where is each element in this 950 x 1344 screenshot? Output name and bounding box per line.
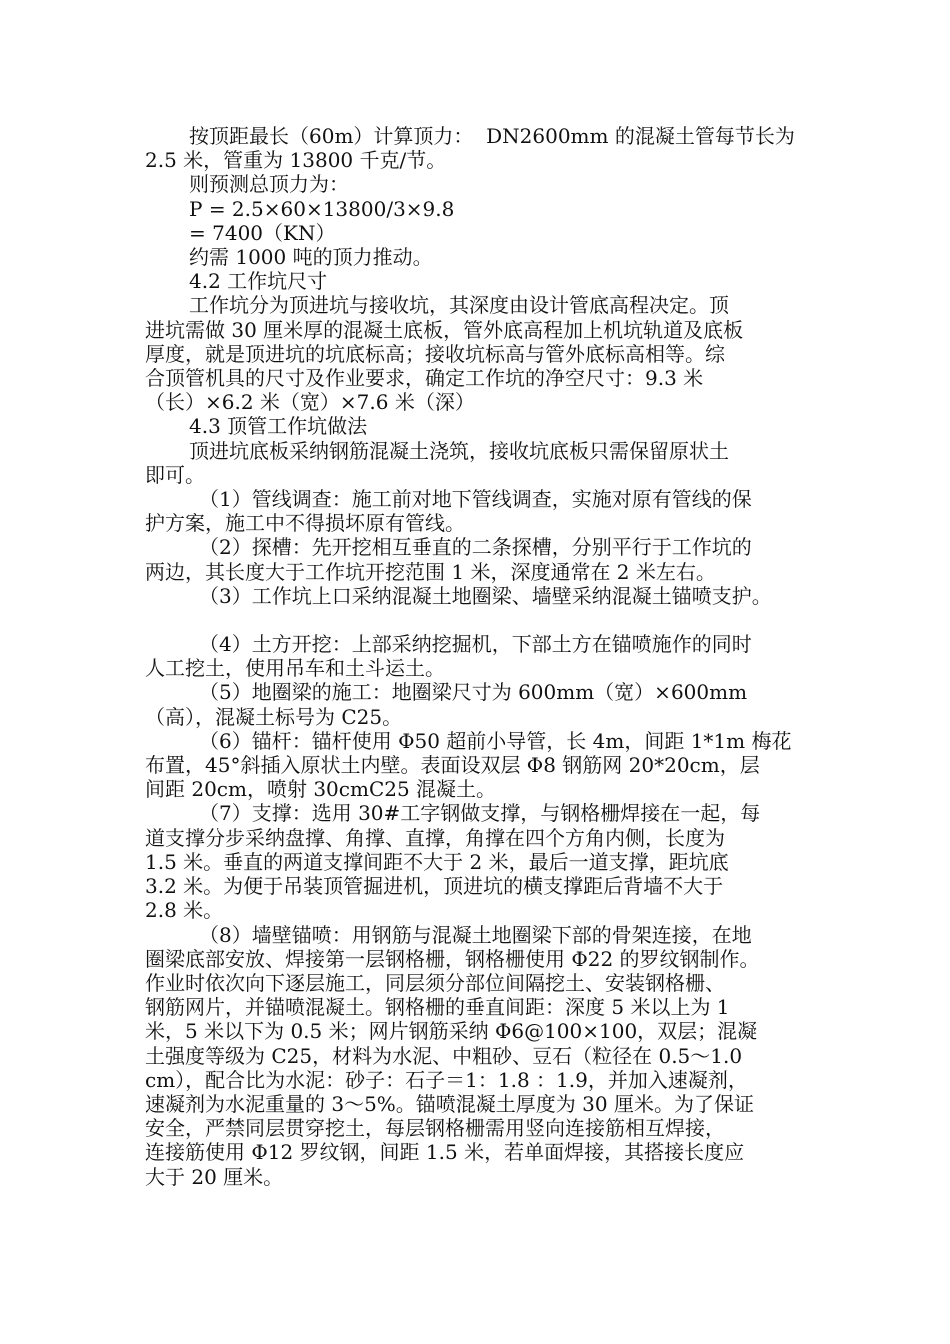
text-line: 则预测总顶力为： (189, 172, 349, 197)
text-line: （3）工作坑上口采纳混凝土地圈梁、墙壁采纳混凝土锚喷支护。 (199, 583, 772, 608)
text-line: （4）土方开挖：上部采纳挖掘机，下部土方在锚喷施作的同时 (199, 632, 752, 657)
text-line: （1）管线调查：施工前对地下管线调查，实施对原有管线的保 (199, 487, 752, 512)
text-line: 工作坑分为顶进坑与接收坑，其深度由设计管底高程决定。顶 (189, 293, 729, 318)
text-line: 合顶管机具的尺寸及作业要求，确定工作坑的净空尺寸：9.3 米 (145, 366, 704, 391)
text-line: 顶进坑底板采纳钢筋混凝土浇筑，接收坑底板只需保留原状土 (189, 438, 729, 463)
text-line: 钢筋网片，并锚喷混凝土。钢格栅的垂直间距：深度 5 米以上为 1 (145, 995, 730, 1020)
text-line: （2）探槽：先开挖相互垂直的二条探槽，分别平行于工作坑的 (199, 535, 752, 560)
text-line: 2.8 米。 (145, 898, 224, 923)
text-line: 护方案，施工中不得损坏原有管线。 (145, 511, 465, 536)
text-line: 按顶距最长（60m）计算顶力： DN2600mm 的混凝土管每节长为 (189, 124, 795, 148)
text-line: （5）地圈梁的施工：地圈梁尺寸为 600mm（宽）×600mm (199, 680, 748, 705)
text-line: 2.5 米，管重为 13800 千克/节。 (145, 148, 447, 173)
text-line: 厚度，就是顶进坑的坑底标高；接收坑标高与管外底标高相等。综 (145, 341, 725, 366)
text-line: 两边，其长度大于工作坑开挖范围 1 米，深度通常在 2 米左右。 (145, 559, 716, 584)
text-line: 即可。 (145, 462, 205, 487)
text-line: 圈梁底部安放、焊接第一层钢格栅，钢格栅使用 Φ22 的罗纹钢制作。 (145, 946, 760, 971)
text-line: 大于 20 厘米。 (145, 1164, 284, 1189)
text-line: 速凝剂为水泥重量的 3～5%。锚喷混凝土厚度为 30 厘米。为了保证 (145, 1091, 754, 1116)
text-line: 4.3 顶管工作坑做法 (189, 414, 368, 439)
text-line: 土强度等级为 C25，材料为水泥、中粗砂、豆石（粒径在 0.5～1.0 (145, 1043, 743, 1068)
text-line: 进坑需做 30 厘米厚的混凝土底板，管外底高程加上机坑轨道及底板 (145, 317, 744, 342)
blank-line (145, 608, 825, 632)
text-line: 1.5 米。垂直的两道支撑间距不大于 2 米，最后一道支撑，距坑底 (145, 849, 729, 874)
text-line: （高），混凝土标号为 C25。 (145, 704, 403, 729)
document-page (145, 124, 825, 1189)
text-line: 布置，45°斜插入原状土内壁。表面设双层 Φ8 钢筋网 20*20cm，层 (145, 753, 760, 778)
text-line: 道支撑分步采纳盘撑、角撑、直撑，角撑在四个方角内侧，长度为 (145, 825, 725, 850)
text-line: （7）支撑：选用 30#工字钢做支撑，与钢格栅焊接在一起，每 (199, 801, 761, 826)
text-line: 安全，严禁同层贯穿挖土，每层钢格栅需用竖向连接筋相互焊接， (145, 1116, 725, 1141)
text-line: 人工挖土，使用吊车和土斗运土。 (145, 656, 445, 681)
text-line: 作业时依次向下逐层施工，同层须分部位间隔挖土、安装钢格栅、 (145, 970, 725, 995)
text-line: （8）墙壁锚喷：用钢筋与混凝土地圈梁下部的骨架连接，在地 (199, 922, 752, 947)
text-line: 3.2 米。为便于吊装顶管掘进机，顶进坑的横支撑距后背墙不大于 (145, 874, 724, 899)
text-line: P = 2.5×60×13800/3×9.8 (189, 196, 455, 221)
text-line: 约需 1000 吨的顶力推动。 (189, 245, 433, 270)
text-line: 米，5 米以下为 0.5 米；网片钢筋采纳 Φ6@100×100，双层；混凝 (145, 1019, 758, 1044)
text-line: 连接筋使用 Φ12 罗纹钢，间距 1.5 米，若单面焊接，其搭接长度应 (145, 1140, 745, 1165)
text-line: = 7400（KN） (189, 220, 336, 245)
text-line: 间距 20cm，喷射 30cmC25 混凝土。 (145, 777, 497, 802)
text-line: 4.2 工作坑尺寸 (189, 269, 328, 294)
text-line: （6）锚杆：锚杆使用 Φ50 超前小导管，长 4m，间距 1*1m 梅花 (199, 728, 792, 753)
text-line: cm），配合比为水泥：砂子：石子＝1：1.8 ：1.9，并加入速凝剂， (145, 1067, 748, 1092)
text-line: （长）×6.2 米（宽）×7.6 米（深） (145, 390, 475, 415)
